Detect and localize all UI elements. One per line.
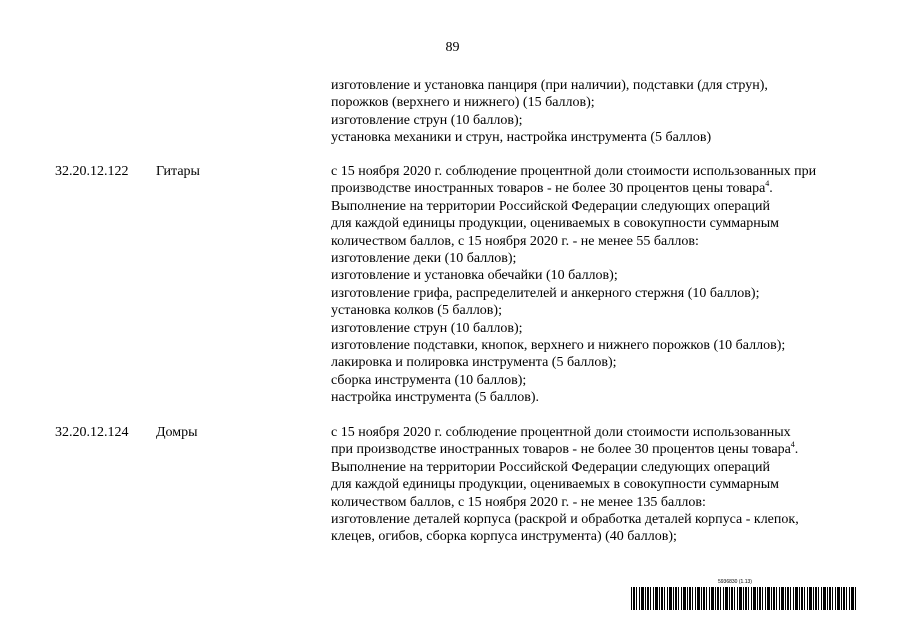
text-line: производстве иностранных товаров - не более 30 процентов цены товара$^4$. <box>331 179 773 197</box>
text-line: изготовление подставки, кнопок, верхнего и нижнего порожков (10 баллов); <box>331 337 786 353</box>
text-line: с 15 ноября 2020 г. соблюдение процентной доли стоимости использованных при <box>331 164 817 179</box>
continuation-text <box>331 77 768 147</box>
text-line: количеством баллов, с 15 ноября 2020 г. - не менее 135 баллов: <box>331 494 706 510</box>
text-line: клецев, огибов, сборка корпуса инструмента) (40 баллов); <box>331 529 677 545</box>
entry-code: 32.20.12.124 <box>55 425 129 440</box>
text-line: лакировка и полировка инструмента (5 баллов); <box>331 355 617 371</box>
text-line: количеством баллов, с 15 ноября 2020 г. - не менее 55 баллов: <box>331 233 699 249</box>
continuation-line: изготовление и установка панциря (при наличии), подставки (для струн), <box>331 78 768 93</box>
text-line: настройка инструмента (5 баллов). <box>331 390 540 406</box>
text-line: с 15 ноября 2020 г. соблюдение процентной доли стоимости использованных <box>331 425 791 440</box>
text-line: при производстве иностранных товаров - не более 30 процентов цены товара$^4$. <box>331 440 799 458</box>
continuation-line: изготовление струн (10 баллов); <box>331 112 523 128</box>
entry-name: Гитары <box>156 164 200 179</box>
text-line: установка колков (5 баллов); <box>331 303 502 319</box>
footnote-mark: 4 <box>790 440 795 450</box>
text-line: сборка инструмента (10 баллов); <box>331 372 527 388</box>
continuation-line: порожков (верхнего и нижнего) (15 баллов); <box>331 95 595 111</box>
text-line: для каждой единицы продукции, оцениваемых в совокупности суммарным <box>331 477 780 493</box>
text-line: изготовление деталей корпуса (раскрой и обработка деталей корпуса - клепок, <box>331 511 799 527</box>
text-line: Выполнение на территории Российской Федерации следующих операций <box>331 459 770 475</box>
text-line: для каждой единицы продукции, оцениваемых в совокупности суммарным <box>331 216 780 232</box>
entry-code: 32.20.12.122 <box>55 164 129 179</box>
text-line: изготовление струн (10 баллов); <box>331 320 523 336</box>
text-line: изготовление и установка обечайки (10 баллов); <box>331 268 618 284</box>
entry-text <box>331 424 799 546</box>
entry-text <box>331 163 816 406</box>
footnote-mark: 4 <box>765 179 770 189</box>
barcode <box>631 587 857 610</box>
continuation-line: установка механики и струн, настройка инструмента (5 баллов) <box>331 130 712 146</box>
entry-name: Домры <box>156 425 198 440</box>
text-line: изготовление грифа, распределителей и анкерного стержня (10 баллов); <box>331 285 760 301</box>
page-number: 89 <box>445 40 460 55</box>
text-line: изготовление деки (10 баллов); <box>331 250 517 266</box>
barcode-caption: 5936830 (1.13) <box>718 579 752 585</box>
text-line: Выполнение на территории Российской Федерации следующих операций <box>331 198 770 214</box>
